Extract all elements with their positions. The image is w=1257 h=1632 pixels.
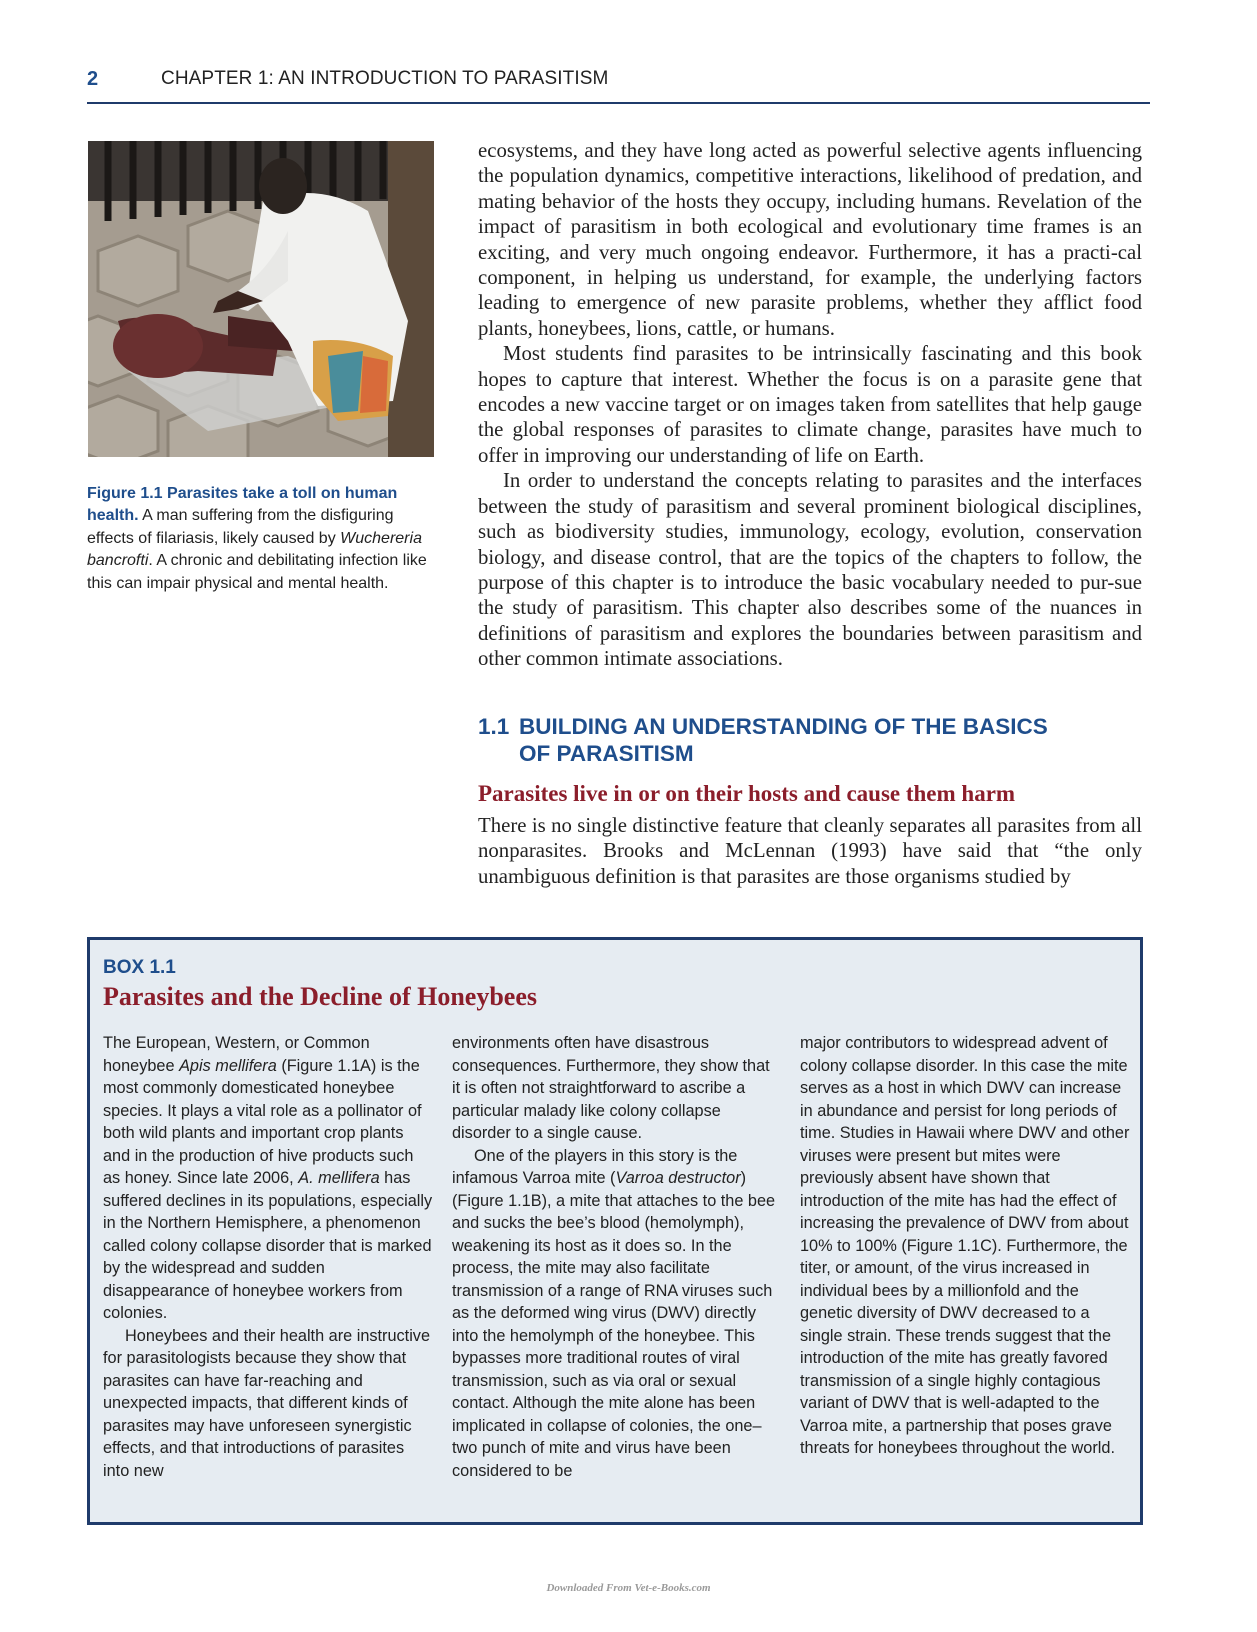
caption-text: A man suffering from the disfiguring effects of filariasis, likely caused by	[87, 507, 394, 547]
paragraph: Most students find parasites to be intrinsically fascinating and this book hopes to capture that interest. Whether the focus is on a parasite gene that encodes a new vaccine target or on images taken from satellites that help gauge the global responses of parasites to climate change, parasites have much to offer in improving our understanding of life on Earth.	[478, 342, 1142, 467]
page-header	[87, 68, 1150, 104]
subheading: Parasites live in or on their hosts and cause them harm	[478, 781, 1016, 806]
box-column-3	[800, 1032, 1132, 1460]
box-column-2	[452, 1032, 782, 1482]
paragraph: Honeybees and their health are instructive for parasitologists because they show that parasites can have far-reaching and unexpected impacts, that different kinds of parasites may have unforeseen synergistic effects, and that introductions of parasites into new	[103, 1326, 431, 1480]
footer-watermark: Downloaded From Vet-e-Books.com	[546, 1582, 711, 1594]
paragraph: major contributors to widespread advent of colony collapse disorder. In this case the mite serves as a host in which DWV can increase in abundance and persist for long periods of time. Studies in Hawaii where DWV and other viruses were present but mites were previously absent have shown that introduction of the mite has had the effect of increasing the prevalence of DWV from about 10% to 100% (Figure 1.1C). Furthermore, the titer, or amount, of the virus increased in individual bees by a millionfold and the genetic diversity of DWV decreased to a single strain. These trends suggest that the introduction of the mite has greatly favored transmission of a single highly contagious variant of DWV that is well-adapted to the Varroa mite, a partnership that poses grave threats for honeybees throughout the world.	[800, 1034, 1130, 1457]
body-text	[478, 138, 1142, 672]
paragraph: ecosystems, and they have long acted as powerful selective agents influencing the population dynamics, competitive interactions, likelihood of predation, and mating behavior of the hosts they occupy, including humans. Revelation of the impact of parasitism in both ecological and evolutionary time frames is an exciting, and very much ongoing endeavor. Furthermore, it has a practi-cal component, in helping us understand, for example, the underlying factors leading to emergence of new parasite problems, whether they afflict food plants, honeybees, lions, cattle, or humans.	[478, 139, 1142, 340]
paragraph: One of the players in this story is the infamous Varroa mite (Varroa destructor) (Figure 1.1B), a mite that attaches to the bee and sucks the bee’s blood (hemolymph), weakening its host as it does so. In the process, the mite may also facilitate transmission of a range of RNA viruses such as the deformed wing virus (DWV) directly into the hemolymph of the honeybee. This bypasses more traditional routes of viral transmission, such as via oral or sexual contact. Although the mite alone has been implicated in collapse of colonies, the one–two punch of mite and virus have been considered to be	[452, 1146, 776, 1480]
box-title: Parasites and the Decline of Honeybees	[103, 982, 538, 1011]
paragraph: The European, Western, or Common honeybee Apis mellifera (Figure 1.1A) is the most commonly domesticated honeybee species. It plays a vital role as a pollinator of both wild plants and important crop plants and in the production of hive products such as honey. Since late 2006, A. mellifera has suffered declines in its populations, especially in the Northern Hemisphere, a phenomenon called colony collapse disorder that is marked by the widespread and sudden disappearance of honeybee workers from colonies.	[103, 1034, 433, 1322]
page-number: 2	[87, 68, 99, 90]
figure-photo	[88, 141, 434, 457]
section-heading	[478, 713, 1142, 767]
figure-caption	[87, 483, 439, 595]
caption-title: Figure 1.1 Parasites take a toll on human health.	[87, 485, 398, 525]
paragraph: In order to understand the concepts relating to parasites and the interfaces between the study of parasitism and several prominent biological disciplines, such as biodiversity studies, immunology, ecology, evolution, conservation biology, and disease control, that are the topics of the chapters to follow, the purpose of this chapter is to introduce the basic vocabulary needed to pur-sue the study of parasitism. This chapter also describes some of the nuances in definitions of parasitism and explores the boundaries between parasitism and other common intimate associations.	[478, 469, 1142, 671]
section-title-line1: BUILDING AN UNDERSTANDING OF THE BASICS	[519, 714, 1048, 739]
paragraph: There is no single distinctive feature that cleanly separates all parasites from all nonparasites. Brooks and McLennan (1993) have said that “the only unambiguous definition is that parasites are those organisms studied by	[478, 814, 1142, 888]
photo-illustration	[88, 141, 434, 457]
section-body	[478, 813, 1142, 889]
running-head: CHAPTER 1: AN INTRODUCTION TO PARASITISM	[161, 68, 609, 89]
box-label: BOX 1.1	[103, 957, 176, 978]
section-title-line2: OF PARASITISM	[519, 741, 694, 766]
caption-species: Wuchereria bancrofti	[87, 529, 422, 570]
box-1-1	[87, 937, 1143, 1525]
box-column-1	[103, 1032, 433, 1482]
caption-text-end: . A chronic and debilitating infection like this can impair physical and mental health.	[87, 552, 427, 592]
paragraph: environments often have disastrous consequences. Furthermore, they show that it is often not straightforward to ascribe a particular malady like colony collapse disorder to a single cause.	[452, 1034, 770, 1142]
section-number: 1.1	[478, 714, 510, 739]
